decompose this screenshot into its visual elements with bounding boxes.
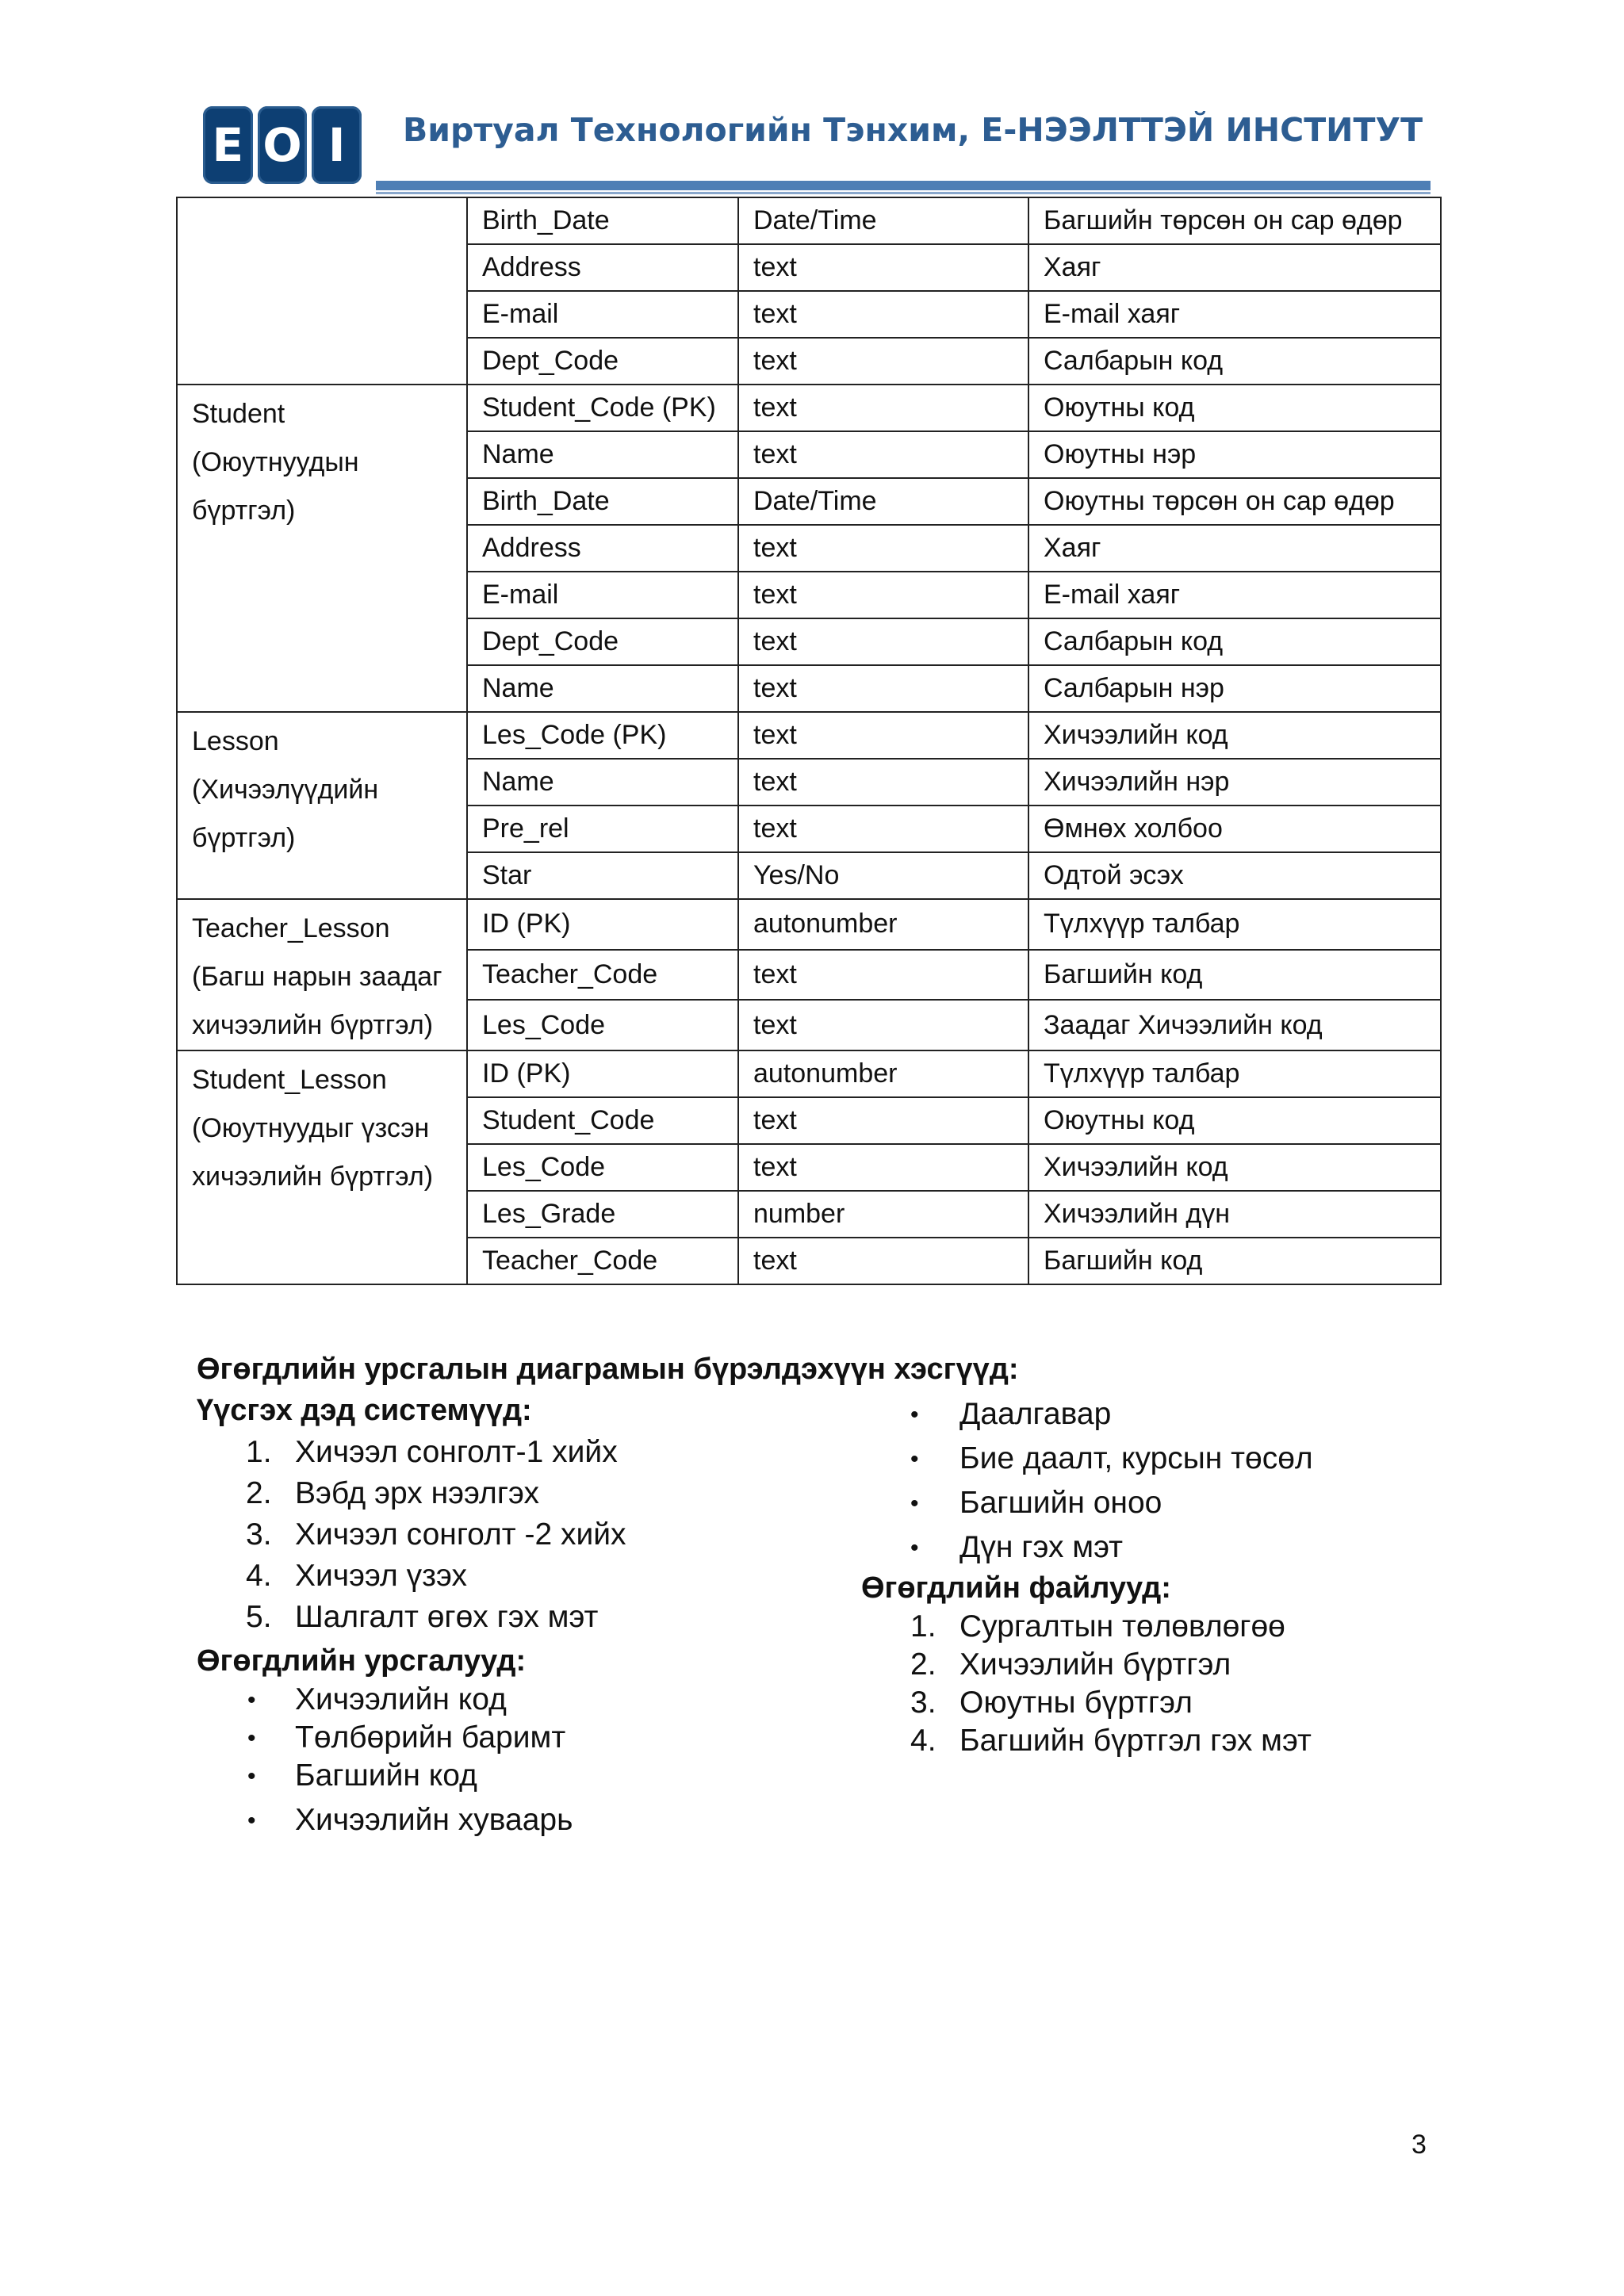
field-description-cell: Салбарын код [1028,618,1441,665]
subsystem-item: Хичээл сонголт-1 хийх [295,1435,618,1469]
field-description-cell: Хаяг [1028,525,1441,572]
file-item: Сургалтын төлөвлөгөө [959,1609,1285,1644]
field-description-cell: Оюутны код [1028,1097,1441,1144]
field-description-cell: Түлхүүр талбар [1028,899,1441,950]
eoi-logo [203,106,362,184]
entity-cell [177,385,467,712]
bullet-icon: • [247,1725,256,1751]
logo-letter-i: I [312,106,362,184]
field-name-cell: Address [467,525,738,572]
field-name-cell: Teacher_Code [467,1238,738,1284]
fields-table [176,197,1442,1285]
entity-cell [177,899,467,1050]
bullet-icon: • [910,1446,919,1472]
field-type-cell: text [738,759,1028,806]
list-number: 1. [910,1609,936,1644]
field-description-cell: Оюутны төрсөн он сар өдөр [1028,478,1441,525]
field-name-cell: Birth_Date [467,197,738,244]
field-name-cell: ID (PK) [467,899,738,950]
entity-label-line: (Оюутнуудын [192,447,359,477]
field-type-cell: text [738,1144,1028,1191]
field-type-cell: text [738,291,1028,338]
field-type-cell: text [738,665,1028,712]
field-description-cell: Өмнөх холбоо [1028,806,1441,852]
field-name-cell: Les_Grade [467,1191,738,1238]
field-type-cell: text [738,806,1028,852]
bullet-icon: • [910,1490,919,1517]
field-description-cell: Хичээлийн нэр [1028,759,1441,806]
field-name-cell: E-mail [467,291,738,338]
list-number: 2. [246,1476,272,1510]
header-divider-thin [376,192,1431,194]
file-item: Багшийн бүртгэл гэх мэт [959,1724,1312,1758]
field-type-cell: text [738,572,1028,618]
list-number: 2. [910,1647,936,1682]
field-type-cell: text [738,385,1028,431]
flow-item: Бие даалт, курсын төсөл [959,1441,1313,1475]
entity-cell [177,712,467,899]
flow-item: Даалгавар [959,1397,1112,1431]
list-number: 4. [246,1559,272,1593]
field-description-cell: Оюутны код [1028,385,1441,431]
entity-label-line: хичээлийн бүртгэл) [192,1161,434,1192]
entity-label-line: хичээлийн бүртгэл) [192,1010,434,1040]
bullet-icon: • [910,1402,919,1428]
flow-item: Хичээлийн код [295,1682,507,1716]
bullet-icon: • [247,1763,256,1789]
bullet-icon: • [910,1535,919,1561]
entity-label-line: (Хичээлүүдийн [192,775,379,805]
entity-label-line: бүртгэл) [192,823,296,853]
bullet-icon: • [247,1687,256,1713]
field-name-cell: Dept_Code [467,618,738,665]
entity-label-line: бүртгэл) [192,496,296,526]
field-type-cell: text [738,618,1028,665]
table-row [177,1050,1441,1097]
field-name-cell: Les_Code [467,1000,738,1050]
field-name-cell: Teacher_Code [467,950,738,1001]
field-name-cell: Pre_rel [467,806,738,852]
fields-table-body [177,197,1441,1284]
field-name-cell: Dept_Code [467,338,738,385]
logo-letter-e: E [203,106,253,184]
subsystem-item: Шалгалт өгөх гэх мэт [295,1600,599,1634]
field-name-cell: Name [467,665,738,712]
flow-item: Багшийн код [295,1758,477,1793]
field-type-cell: text [738,1238,1028,1284]
entity-label-line: Student_Lesson [192,1065,387,1095]
field-name-cell: Student_Code [467,1097,738,1144]
field-type-cell: text [738,338,1028,385]
field-type-cell: Date/Time [738,478,1028,525]
file-item: Хичээлийн бүртгэл [959,1647,1231,1682]
field-type-cell: Yes/No [738,852,1028,899]
field-description-cell: Хичээлийн код [1028,1144,1441,1191]
table-row [177,197,1441,244]
list-number: 1. [246,1435,272,1469]
flows-heading: Өгөгдлийн урсгалууд: [197,1644,527,1678]
field-description-cell: Багшийн код [1028,1238,1441,1284]
field-description-cell: Одтой эсэх [1028,852,1441,899]
field-type-cell: text [738,1000,1028,1050]
field-description-cell: Салбарын нэр [1028,665,1441,712]
field-description-cell: Хичээлийн код [1028,712,1441,759]
field-description-cell: Багшийн төрсөн он сар өдөр [1028,197,1441,244]
field-type-cell: Date/Time [738,197,1028,244]
logo-letter-o: O [258,106,308,184]
flow-item: Хичээлийн хуваарь [295,1803,573,1837]
field-description-cell: Хичээлийн дүн [1028,1191,1441,1238]
header-divider [376,181,1431,190]
subsystems-heading: Үүсгэх дэд системүүд: [197,1394,532,1427]
field-description-cell: Заадаг Хичээлийн код [1028,1000,1441,1050]
field-description-cell: E-mail хаяг [1028,291,1441,338]
field-type-cell: text [738,712,1028,759]
field-type-cell: text [738,244,1028,291]
field-type-cell: text [738,525,1028,572]
list-number: 3. [246,1517,272,1552]
field-name-cell: E-mail [467,572,738,618]
field-description-cell: Салбарын код [1028,338,1441,385]
file-item: Оюутны бүртгэл [959,1686,1193,1720]
subsystem-item: Хичээл сонголт -2 хийх [295,1517,626,1552]
entity-cell [177,197,467,385]
field-type-cell: autonumber [738,899,1028,950]
field-type-cell: text [738,431,1028,478]
field-name-cell: Address [467,244,738,291]
flow-item: Төлбөрийн баримт [295,1720,566,1755]
field-type-cell: number [738,1191,1028,1238]
field-description-cell: Түлхүүр талбар [1028,1050,1441,1097]
list-number: 5. [246,1600,272,1634]
entity-cell [177,1050,467,1284]
table-row [177,899,1441,950]
table-row [177,385,1441,431]
field-name-cell: Student_Code (PK) [467,385,738,431]
files-heading: Өгөгдлийн файлууд: [861,1571,1171,1605]
field-name-cell: Name [467,431,738,478]
entity-label-line: (Оюутнуудыг үзсэн [192,1113,430,1143]
field-description-cell: Хаяг [1028,244,1441,291]
field-type-cell: text [738,950,1028,1001]
field-type-cell: autonumber [738,1050,1028,1097]
page-number: 3 [1411,2130,1427,2160]
field-description-cell: E-mail хаяг [1028,572,1441,618]
field-description-cell: Оюутны нэр [1028,431,1441,478]
field-description-cell: Багшийн код [1028,950,1441,1001]
entity-label-line: Student [192,399,285,429]
subsystem-item: Хичээл үзэх [295,1559,467,1593]
bullet-icon: • [247,1808,256,1834]
entity-label-line: Teacher_Lesson [192,913,390,943]
flow-item: Багшийн оноо [959,1486,1162,1520]
field-name-cell: Les_Code [467,1144,738,1191]
field-name-cell: Star [467,852,738,899]
field-name-cell: Les_Code (PK) [467,712,738,759]
field-name-cell: Name [467,759,738,806]
field-name-cell: ID (PK) [467,1050,738,1097]
subsystem-item: Вэбд эрх нээлгэх [295,1476,540,1510]
list-number: 3. [910,1686,936,1720]
list-number: 4. [910,1724,936,1758]
table-row [177,712,1441,759]
entity-label-line: Lesson [192,726,279,756]
entity-label-line: (Багш нарын заадаг [192,962,442,992]
header-title: Виртуал Технологийн Тэнхим, Е-НЭЭЛТТЭЙ ИНСТИТУТ [403,111,1423,149]
main-heading: Өгөгдлийн урсгалын диаграмын бүрэлдэхүүн хэсгүүд: [197,1353,1019,1386]
flow-item: Дүн гэх мэт [959,1530,1124,1564]
field-name-cell: Birth_Date [467,478,738,525]
field-type-cell: text [738,1097,1028,1144]
